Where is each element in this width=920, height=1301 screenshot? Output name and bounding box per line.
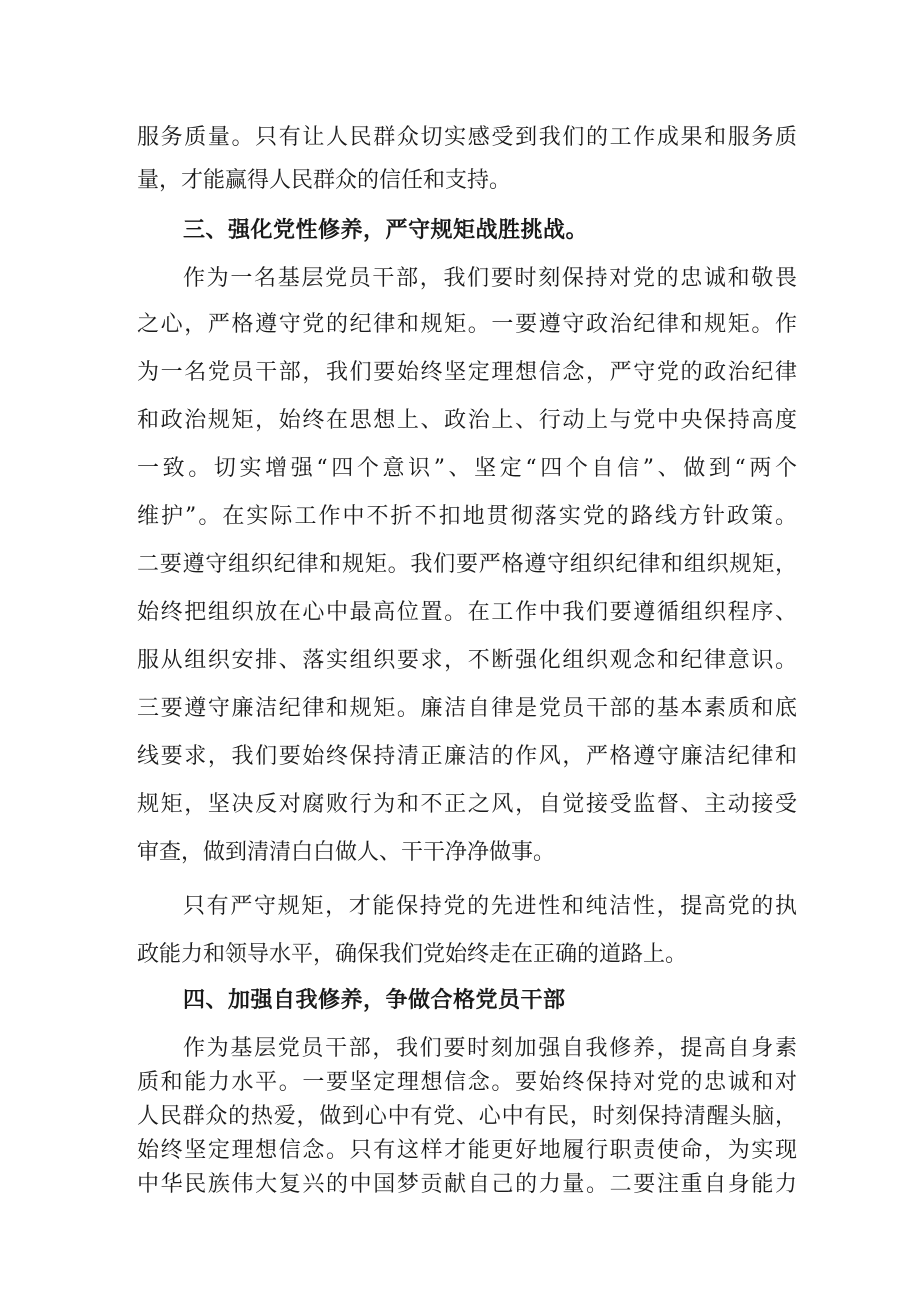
paragraph-line: 维护”。在实际工作中不折不扣地贯彻落实党的路线方针政策。 (137, 504, 797, 529)
paragraph-line: 政能力和领导水平，确保我们党始终走在正确的道路上。 (137, 942, 688, 967)
paragraph-line: 只有严守规矩，才能保持党的先进性和纯洁性，提高党的执 (183, 894, 797, 919)
paragraph-line: 始终坚定理想信念。只有这样才能更好地履行职责使命，为实现 (137, 1138, 797, 1163)
paragraph-line: 二要遵守组织纪律和规矩。我们要严格遵守组织纪律和组织规矩， (137, 552, 797, 577)
paragraph-line: 规矩，坚决反对腐败行为和不正之风，自觉接受监督、主动接受 (137, 792, 797, 817)
paragraph-line: 服从组织安排、落实组织要求，不断强化组织观念和纪律意识。 (137, 648, 797, 673)
section-heading-4: 四、加强自我修养，争做合格党员干部 (183, 988, 566, 1013)
paragraph-line: 服务质量。只有让人民群众切实感受到我们的工作成果和服务质 (137, 125, 797, 150)
paragraph-line: 质和能力水平。一要坚定理想信念。要始终保持对党的忠诚和对 (137, 1070, 797, 1095)
paragraph-line: 和政治规矩，始终在思想上、政治上、行动上与党中央保持高度 (137, 408, 797, 433)
paragraph-line: 量，才能赢得人民群众的信任和支持。 (137, 168, 512, 193)
paragraph-line: 作为基层党员干部，我们要时刻加强自我修养，提高自身素 (183, 1036, 797, 1061)
paragraph-line: 始终把组织放在心中最高位置。在工作中我们要遵循组织程序、 (137, 600, 797, 625)
paragraph-line: 人民群众的热爱，做到心中有党、心中有民，时刻保持清醒头脑， (137, 1104, 797, 1129)
paragraph-line: 之心，严格遵守党的纪律和规矩。一要遵守政治纪律和规矩。作 (137, 312, 797, 337)
paragraph-line: 中华民族伟大复兴的中国梦贡献自己的力量。二要注重自身能力 (137, 1172, 797, 1197)
paragraph-line: 审查，做到清清白白做人、干干净净做事。 (137, 840, 556, 865)
paragraph-line: 为一名党员干部，我们要始终坚定理想信念，严守党的政治纪律 (137, 360, 797, 385)
paragraph-line: 一致。切实增强“四个意识”、坚定“四个自信”、做到“两个 (137, 456, 797, 481)
paragraph-line: 三要遵守廉洁纪律和规矩。廉洁自律是党员干部的基本素质和底 (137, 696, 797, 721)
paragraph-line: 作为一名基层党员干部，我们要时刻保持对党的忠诚和敬畏 (183, 266, 797, 291)
paragraph-line: 线要求，我们要始终保持清正廉洁的作风，严格遵守廉洁纪律和 (137, 744, 797, 769)
section-heading-3: 三、强化党性修养，严守规矩战胜挑战。 (183, 218, 589, 243)
